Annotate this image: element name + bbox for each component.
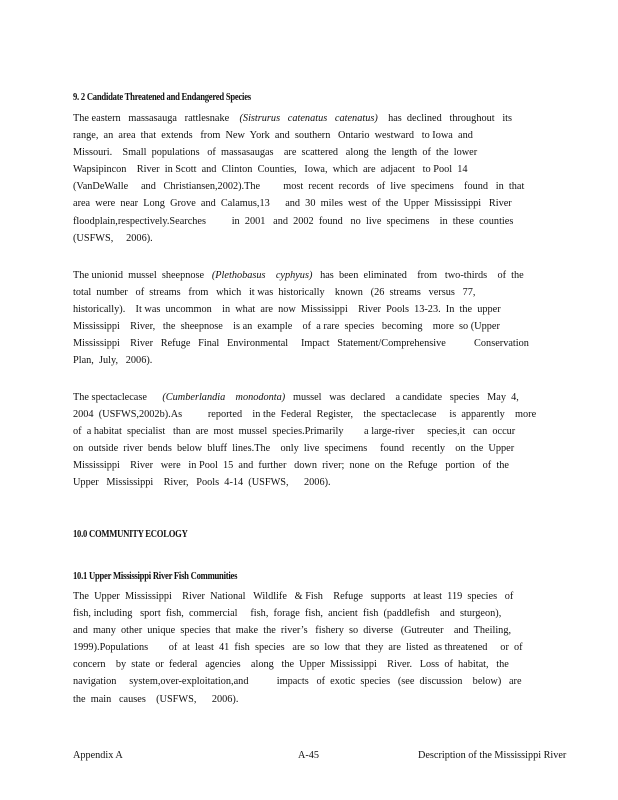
section-heading-10: 10.0 COMMUNITY ECOLOGY <box>73 529 188 540</box>
text-line <box>73 335 529 352</box>
text-run: Mississippi River, the sheepnose is an example of a rare species becoming more so (Upper <box>73 320 500 333</box>
text-run: range, an area that extends from New York and southern Ontario westward to Iowa and <box>73 129 473 142</box>
text-line <box>73 352 512 369</box>
text-run: Plan, July, 2006). <box>73 354 153 367</box>
text-run: The unionid mussel sheepnose <box>73 269 212 281</box>
text-run: The eastern massasauga rattlesnake <box>73 112 240 124</box>
text-run: and many other unique species that make the river’s fishery so diverse (Gutreuter and Theiling, <box>73 624 512 637</box>
text-run: Mississippi River were in Pool 15 and further down river; none on the Refuge portion of the <box>73 459 509 472</box>
paragraph-fish-communities <box>73 588 523 708</box>
text-run: on outside river bends below bluff lines.The only live specimens found recently on the Upper <box>73 442 515 455</box>
text-line <box>73 423 516 440</box>
footer-description: Description of the Mississippi River <box>418 749 567 761</box>
footer-appendix: Appendix A <box>73 749 123 761</box>
text-line <box>73 161 512 178</box>
text-line <box>73 213 512 230</box>
text-run: the main causes (USFWS, 2006). <box>73 692 239 705</box>
text-line <box>73 110 512 127</box>
text-line <box>73 474 512 491</box>
text-run: Missouri. Small populations of massasaugas are scattered along the length of the lower <box>73 146 478 159</box>
paragraph-massasauga <box>73 110 525 247</box>
text-run: The Upper Mississippi River National Wildlife & Fish Refuge supports at least 119 species of <box>73 590 514 602</box>
text-line <box>73 301 512 318</box>
text-line <box>73 267 524 284</box>
text-run: (VanDeWalle and Christiansen,2002).The most recent records of live specimens found in that <box>73 180 525 193</box>
text-run: has declined throughout its <box>377 112 513 124</box>
text-run: navigation system,over-exploitation,and impacts of exotic species (see discussion below) are <box>73 675 522 688</box>
text-line <box>73 639 523 656</box>
text-line <box>73 230 512 247</box>
species-name: (Cumberlandia monodonta) <box>162 391 286 403</box>
text-run: total number of streams from which it was historically known (26 streams versus 77, <box>73 286 476 299</box>
text-line <box>73 406 537 423</box>
text-line <box>73 284 512 301</box>
paragraph-spectaclecase <box>73 389 537 492</box>
species-name: (Plethobasus cyphyus) <box>211 269 313 281</box>
text-run: area were near Long Grove and Calamus,13 and 30 miles west of the Upper Mississippi River <box>73 197 512 210</box>
text-run: Mississippi River Refuge Final Environmental Impact Statement/Comprehensive Conservation <box>73 337 529 350</box>
footer-page-number: A-45 <box>298 749 320 761</box>
text-run: Upper Mississippi River, Pools 4-14 (USFWS, 2006). <box>73 476 331 489</box>
text-run: (USFWS, 2006). <box>73 231 153 244</box>
text-line <box>73 178 525 195</box>
section-heading-10-1: 10.1 Upper Mississippi River Fish Communities <box>73 571 238 582</box>
text-line <box>73 673 522 690</box>
species-name: (Sistrurus catenatus catenatus) <box>239 112 378 124</box>
text-run: concern by state or federal agencies along the Upper Mississippi River. Loss of habitat, the <box>73 658 509 671</box>
text-run: fish, including sport fish, commercial fish, forage fish, ancient fish (paddlefish and sturgeon), <box>73 607 502 620</box>
text-line <box>73 605 512 622</box>
text-run: 1999).Populations of at least 41 fish species are so low that they are listed as threatened or of <box>73 641 523 654</box>
text-line <box>73 389 519 406</box>
text-line <box>73 588 512 605</box>
paragraph-sheepnose <box>73 267 529 370</box>
text-line <box>73 457 512 474</box>
text-run: Wapsipincon River in Scott and Clinton Counties, Iowa, which are adjacent to Pool 14 <box>73 163 468 176</box>
text-line <box>73 195 512 212</box>
text-run: floodplain,respectively.Searches in 2001 and 2002 found no live specimens in these counties <box>73 214 514 227</box>
text-run: 2004 (USFWS,2002b).As reported in the Federal Register, the spectaclecase is apparently more <box>73 408 537 421</box>
section-heading-9-2: 9. 2 Candidate Threatened and Endangered Species <box>73 92 251 103</box>
text-line <box>73 318 512 335</box>
text-line <box>73 691 512 708</box>
text-line <box>73 144 512 161</box>
text-run: of a habitat specialist than are most mussel species.Primarily a large-river species,it can occur <box>73 425 516 438</box>
text-run: mussel was declared a candidate species May 4, <box>285 391 519 403</box>
text-line <box>73 622 512 639</box>
text-line <box>73 440 515 457</box>
text-run: has been eliminated from two-thirds of the <box>312 269 524 281</box>
text-run: The spectaclecase <box>73 391 163 403</box>
text-line <box>73 127 512 144</box>
text-run: historically). It was uncommon in what are now Mississippi River Pools 13-23. In the upper <box>73 303 501 316</box>
text-line <box>73 656 512 673</box>
